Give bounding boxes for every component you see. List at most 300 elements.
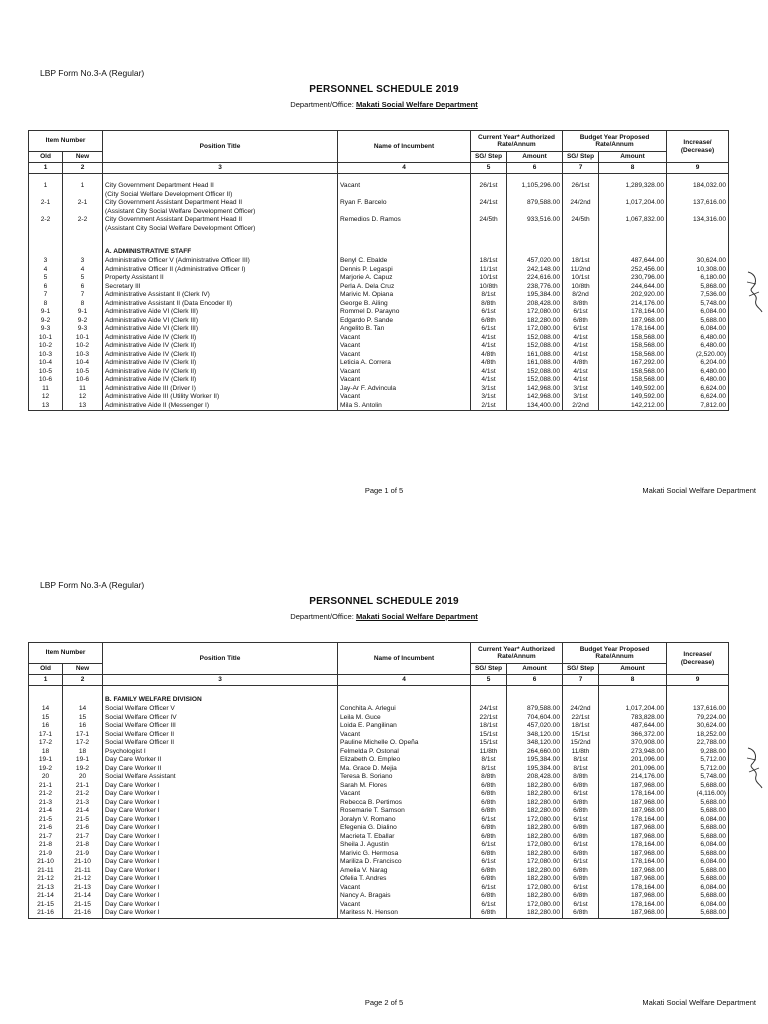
table-row	[29, 300, 729, 309]
personnel-table	[28, 130, 729, 411]
incumbent-cell: Vacant	[338, 182, 471, 191]
new-item-cell: 21-6	[63, 824, 103, 833]
amount-current-cell: 161,088.00	[507, 351, 563, 360]
incumbent-cell: Efegenia G. Dialino	[338, 824, 471, 833]
position-title-cell: Day Care Worker I	[103, 824, 338, 833]
personnel-table	[28, 642, 729, 919]
table-row	[29, 884, 729, 893]
sg-step-current-cell: 11/8th	[471, 748, 507, 757]
new-item-cell: 21-2	[63, 790, 103, 799]
increase-decrease-cell: 10,308.00	[667, 266, 729, 275]
incumbent-cell: Edgardo P. Sande	[338, 317, 471, 326]
sg-step-current-cell: 8/1st	[471, 765, 507, 774]
increase-decrease-cell: 5,748.00	[667, 773, 729, 782]
column-number: 2	[63, 163, 103, 174]
old-item-cell: 18	[29, 748, 63, 757]
amount-current-cell: 242,148.00	[507, 266, 563, 275]
table-row	[29, 739, 729, 748]
amount-budget-cell	[599, 233, 667, 257]
amount-budget-cell: 158,568.00	[599, 342, 667, 351]
old-item-cell: 21-5	[29, 816, 63, 825]
header-amount-budget: Amount	[599, 152, 667, 163]
position-title-cell: Day Care Worker I	[103, 867, 338, 876]
position-title-cell: Social Welfare Officer II	[103, 731, 338, 740]
incumbent-cell: Angelito B. Tan	[338, 325, 471, 334]
amount-current-cell: 161,088.00	[507, 359, 563, 368]
amount-current-cell: 1,105,296.00	[507, 182, 563, 191]
sg-step-current-cell: 6/8th	[471, 824, 507, 833]
amount-budget-cell: 149,592.00	[599, 393, 667, 402]
amount-current-cell: 172,080.00	[507, 308, 563, 317]
position-title-cell: City Government Department Head II	[103, 182, 338, 191]
increase-decrease-cell: 6,480.00	[667, 342, 729, 351]
amount-current-cell: 142,968.00	[507, 385, 563, 394]
table-row	[29, 351, 729, 360]
table-row	[29, 867, 729, 876]
increase-decrease-cell: 5,688.00	[667, 867, 729, 876]
amount-budget-cell: 273,948.00	[599, 748, 667, 757]
incumbent-cell: Maritess N. Henson	[338, 909, 471, 918]
position-title-cell: Administrative Aide III (Driver I)	[103, 385, 338, 394]
sg-step-current-cell: 6/8th	[471, 833, 507, 842]
old-item-cell	[29, 225, 63, 234]
increase-decrease-cell: 137,616.00	[667, 199, 729, 208]
table-row	[29, 257, 729, 266]
incumbent-cell: Vacant	[338, 368, 471, 377]
sg-step-current-cell: 4/8th	[471, 359, 507, 368]
incumbent-cell: Vacant	[338, 901, 471, 910]
sg-step-budget-cell: 6/8th	[563, 850, 599, 859]
sg-step-current-cell: 6/8th	[471, 782, 507, 791]
amount-current-cell	[507, 191, 563, 200]
new-item-cell: 11	[63, 385, 103, 394]
sg-step-current-cell: 6/8th	[471, 909, 507, 918]
old-item-cell: 10-6	[29, 376, 63, 385]
position-title-cell: City Government Assistant Department Head II	[103, 216, 338, 225]
old-item-cell: 9-3	[29, 325, 63, 334]
incumbent-cell: Vacant	[338, 884, 471, 893]
page-number: Page 2 of 5	[364, 998, 404, 1007]
header-incumbent: Name of Incumbent	[338, 643, 471, 675]
new-item-cell: 21-8	[63, 841, 103, 850]
increase-decrease-cell: 5,688.00	[667, 875, 729, 884]
column-number: 3	[103, 675, 338, 686]
amount-budget-cell: 178,164.00	[599, 858, 667, 867]
new-item-cell: 21-12	[63, 875, 103, 884]
header-old: Old	[29, 664, 63, 675]
column-number: 1	[29, 163, 63, 174]
incumbent-cell: Vacant	[338, 376, 471, 385]
position-title-cell: Day Care Worker I	[103, 841, 338, 850]
old-item-cell: 6	[29, 283, 63, 292]
old-item-cell: 14	[29, 705, 63, 714]
position-title-cell: A. ADMINISTRATIVE STAFF	[103, 233, 338, 257]
table-row	[29, 368, 729, 377]
old-item-cell: 9-1	[29, 308, 63, 317]
table-row	[29, 359, 729, 368]
sg-step-budget-cell: 6/8th	[563, 867, 599, 876]
page-title: PERSONNEL SCHEDULE 2019	[309, 596, 459, 607]
sg-step-budget-cell: 24/2nd	[563, 199, 599, 208]
table-row	[29, 909, 729, 918]
incumbent-cell: Pauline Michelle O. Opeña	[338, 739, 471, 748]
new-item-cell: 10-3	[63, 351, 103, 360]
table-row	[29, 705, 729, 714]
position-title-cell: Day Care Worker I	[103, 909, 338, 918]
increase-decrease-cell: 5,688.00	[667, 850, 729, 859]
position-title-cell: Day Care Worker I	[103, 833, 338, 842]
old-item-cell: 2-2	[29, 216, 63, 225]
amount-budget-cell: 178,164.00	[599, 901, 667, 910]
sg-step-budget-cell: 10/1st	[563, 274, 599, 283]
table-row	[29, 199, 729, 208]
amount-budget-cell: 187,968.00	[599, 824, 667, 833]
amount-current-cell: 348,120.00	[507, 731, 563, 740]
new-item-cell: 21-10	[63, 858, 103, 867]
sg-step-current-cell: 2/1st	[471, 402, 507, 411]
sg-step-budget-cell	[563, 694, 599, 705]
incumbent-cell: Vacant	[338, 351, 471, 360]
amount-budget-cell: 187,968.00	[599, 799, 667, 808]
table-row	[29, 274, 729, 283]
initials-signature	[744, 268, 766, 314]
sg-step-budget-cell: 6/8th	[563, 807, 599, 816]
table-row	[29, 714, 729, 723]
position-title-cell: Administrative Officer V (Administrative Officer III)	[103, 257, 338, 266]
new-item-cell: 8	[63, 300, 103, 309]
table-row	[29, 807, 729, 816]
incumbent-cell: Rebecca B. Pertimos	[338, 799, 471, 808]
old-item-cell: 2-1	[29, 199, 63, 208]
old-item-cell: 13	[29, 402, 63, 411]
sg-step-current-cell: 3/1st	[471, 385, 507, 394]
sg-step-current-cell: 10/1st	[471, 274, 507, 283]
increase-decrease-cell: 6,204.00	[667, 359, 729, 368]
position-title-cell: Administrative Aide VI (Clerk III)	[103, 308, 338, 317]
increase-decrease-cell: 134,316.00	[667, 216, 729, 225]
new-item-cell: 17-2	[63, 739, 103, 748]
old-item-cell: 15	[29, 714, 63, 723]
header-item-number: Item Number	[29, 131, 103, 152]
amount-current-cell: 172,080.00	[507, 884, 563, 893]
position-title-cell: Day Care Worker I	[103, 816, 338, 825]
amount-budget-cell: 178,164.00	[599, 308, 667, 317]
position-title-cell: Administrative Officer II (Administrative Officer I)	[103, 266, 338, 275]
incumbent-cell: Macrieta T. Eballar	[338, 833, 471, 842]
sg-step-current-cell: 4/1st	[471, 342, 507, 351]
incumbent-cell: Marivic G. Hermosa	[338, 850, 471, 859]
increase-decrease-cell: 5,688.00	[667, 317, 729, 326]
increase-decrease-cell: 79,224.00	[667, 714, 729, 723]
incumbent-cell: Benyl C. Ebalde	[338, 257, 471, 266]
schedule-page-2	[0, 512, 768, 1024]
increase-decrease-cell: 7,536.00	[667, 291, 729, 300]
increase-decrease-cell: 5,688.00	[667, 833, 729, 842]
amount-current-cell: 134,400.00	[507, 402, 563, 411]
sg-step-current-cell: 4/8th	[471, 351, 507, 360]
department-line	[0, 100, 768, 109]
incumbent-cell: Vacant	[338, 334, 471, 343]
incumbent-cell: Felmelda P. Ostonal	[338, 748, 471, 757]
old-item-cell: 21-3	[29, 799, 63, 808]
table-row	[29, 334, 729, 343]
header-increase: Increase/ (Decrease)	[667, 643, 729, 675]
sg-step-budget-cell: 6/8th	[563, 833, 599, 842]
sg-step-current-cell: 6/8th	[471, 850, 507, 859]
table-row	[29, 833, 729, 842]
department-name: Makati Social Welfare Department	[355, 100, 478, 109]
table-row	[29, 308, 729, 317]
column-number: 5	[471, 163, 507, 174]
increase-decrease-cell: 6,084.00	[667, 816, 729, 825]
increase-decrease-cell: 6,084.00	[667, 884, 729, 893]
increase-decrease-cell: 5,688.00	[667, 892, 729, 901]
new-item-cell	[63, 233, 103, 257]
increase-decrease-cell: 5,748.00	[667, 300, 729, 309]
position-title-cell: Social Welfare Assistant	[103, 773, 338, 782]
sg-step-budget-cell: 24/5th	[563, 216, 599, 225]
table-row	[29, 765, 729, 774]
old-item-cell	[29, 694, 63, 705]
amount-current-cell: 152,088.00	[507, 342, 563, 351]
incumbent-cell	[338, 225, 471, 234]
sg-step-budget-cell	[563, 225, 599, 234]
section-row	[29, 694, 729, 705]
sg-step-budget-cell: 18/1st	[563, 257, 599, 266]
table-row	[29, 317, 729, 326]
increase-decrease-cell: 6,084.00	[667, 858, 729, 867]
old-item-cell: 5	[29, 274, 63, 283]
sg-step-current-cell: 6/8th	[471, 790, 507, 799]
amount-budget-cell: 187,968.00	[599, 807, 667, 816]
sg-step-budget-cell: 18/1st	[563, 722, 599, 731]
sg-step-budget-cell: 8/2nd	[563, 291, 599, 300]
amount-current-cell: 182,280.00	[507, 824, 563, 833]
amount-budget-cell: 487,644.00	[599, 722, 667, 731]
amount-current-cell	[507, 233, 563, 257]
new-item-cell: 21-4	[63, 807, 103, 816]
old-item-cell: 21-7	[29, 833, 63, 842]
sg-step-budget-cell: 6/1st	[563, 901, 599, 910]
new-item-cell: 16	[63, 722, 103, 731]
sg-step-budget-cell: 26/1st	[563, 182, 599, 191]
increase-decrease-cell: 6,084.00	[667, 308, 729, 317]
new-item-cell: 6	[63, 283, 103, 292]
amount-current-cell: 182,280.00	[507, 909, 563, 918]
amount-current-cell: 238,776.00	[507, 283, 563, 292]
position-title-cell: Administrative Aide IV (Clerk II)	[103, 376, 338, 385]
footer-department: Makati Social Welfare Department	[642, 998, 756, 1007]
sg-step-current-cell: 3/1st	[471, 393, 507, 402]
new-item-cell: 21-3	[63, 799, 103, 808]
incumbent-cell: Loida E. Pangilinan	[338, 722, 471, 731]
department-name: Makati Social Welfare Department	[355, 612, 478, 621]
incumbent-cell: Perla A. Dela Cruz	[338, 283, 471, 292]
sg-step-current-cell	[471, 225, 507, 234]
old-item-cell: 21-8	[29, 841, 63, 850]
table-row	[29, 773, 729, 782]
table-row	[29, 850, 729, 859]
sg-step-budget-cell: 4/1st	[563, 376, 599, 385]
increase-decrease-cell: 5,712.00	[667, 756, 729, 765]
sg-step-current-cell: 18/1st	[471, 722, 507, 731]
new-item-cell: 9-3	[63, 325, 103, 334]
sg-step-current-cell: 8/8th	[471, 773, 507, 782]
form-label: LBP Form No.3-A (Regular)	[40, 580, 145, 590]
incumbent-cell: Marivic M. Opiana	[338, 291, 471, 300]
table-row	[29, 790, 729, 799]
spacer-row	[29, 174, 729, 183]
old-item-cell: 3	[29, 257, 63, 266]
amount-current-cell: 182,280.00	[507, 875, 563, 884]
incumbent-cell: Sarah M. Flores	[338, 782, 471, 791]
increase-decrease-cell	[667, 694, 729, 705]
sg-step-current-cell: 4/1st	[471, 368, 507, 377]
increase-decrease-cell: (2,520.00)	[667, 351, 729, 360]
sg-step-current-cell: 18/1st	[471, 257, 507, 266]
amount-budget-cell	[599, 225, 667, 234]
sg-step-budget-cell: 4/1st	[563, 334, 599, 343]
new-item-cell	[63, 208, 103, 217]
incumbent-cell: Joralyn V. Romano	[338, 816, 471, 825]
sg-step-current-cell: 6/8th	[471, 867, 507, 876]
new-item-cell: 2-1	[63, 199, 103, 208]
old-item-cell: 21-14	[29, 892, 63, 901]
header-incumbent: Name of Incumbent	[338, 131, 471, 163]
sg-step-current-cell: 8/8th	[471, 300, 507, 309]
header-item-number: Item Number	[29, 643, 103, 664]
column-number: 8	[599, 163, 667, 174]
increase-decrease-cell: 6,084.00	[667, 325, 729, 334]
old-item-cell: 12	[29, 393, 63, 402]
amount-budget-cell: 142,212.00	[599, 402, 667, 411]
new-item-cell: 9-1	[63, 308, 103, 317]
increase-decrease-cell: 5,688.00	[667, 782, 729, 791]
amount-current-cell: 182,280.00	[507, 799, 563, 808]
incumbent-cell: George B. Ailing	[338, 300, 471, 309]
header-current-year: Current Year* Authorized Rate/Annum	[471, 131, 563, 152]
old-item-cell: 21-4	[29, 807, 63, 816]
new-item-cell: 12	[63, 393, 103, 402]
new-item-cell: 19-1	[63, 756, 103, 765]
old-item-cell: 8	[29, 300, 63, 309]
new-item-cell: 10-1	[63, 334, 103, 343]
old-item-cell	[29, 191, 63, 200]
position-title-cell: Social Welfare Officer II	[103, 739, 338, 748]
amount-budget-cell: 149,592.00	[599, 385, 667, 394]
header-current-year: Current Year* Authorized Rate/Annum	[471, 643, 563, 664]
sg-step-current-cell: 6/8th	[471, 875, 507, 884]
column-number: 6	[507, 675, 563, 686]
sg-step-current-cell	[471, 191, 507, 200]
incumbent-cell: Ryan F. Barcelo	[338, 199, 471, 208]
old-item-cell: 19-2	[29, 765, 63, 774]
position-title-cell: Administrative Aide II (Messenger I)	[103, 402, 338, 411]
increase-decrease-cell: 6,480.00	[667, 368, 729, 377]
sg-step-current-cell: 24/1st	[471, 705, 507, 714]
column-number: 2	[63, 675, 103, 686]
old-item-cell: 17-2	[29, 739, 63, 748]
amount-current-cell: 172,080.00	[507, 858, 563, 867]
column-number: 8	[599, 675, 667, 686]
sg-step-current-cell: 6/1st	[471, 325, 507, 334]
position-title-cell: Day Care Worker I	[103, 884, 338, 893]
table-row	[29, 402, 729, 411]
incumbent-cell: Remedios D. Ramos	[338, 216, 471, 225]
increase-decrease-cell: 6,480.00	[667, 334, 729, 343]
increase-decrease-cell: 6,624.00	[667, 385, 729, 394]
amount-budget-cell: 214,176.00	[599, 773, 667, 782]
old-item-cell: 21-11	[29, 867, 63, 876]
position-title-cell: Administrative Aide IV (Clerk II)	[103, 368, 338, 377]
incumbent-cell	[338, 208, 471, 217]
old-item-cell: 9-2	[29, 317, 63, 326]
amount-budget-cell: 252,456.00	[599, 266, 667, 275]
old-item-cell: 16	[29, 722, 63, 731]
position-title-cell: Day Care Worker I	[103, 782, 338, 791]
department-prefix: Department/Office:	[290, 100, 354, 109]
amount-current-cell: 182,280.00	[507, 867, 563, 876]
position-title-cell: Administrative Aide VI (Clerk III)	[103, 325, 338, 334]
new-item-cell: 20	[63, 773, 103, 782]
header-increase: Increase/ (Decrease)	[667, 131, 729, 163]
incumbent-cell	[338, 191, 471, 200]
amount-budget-cell: 187,968.00	[599, 875, 667, 884]
table-row	[29, 731, 729, 740]
column-number: 7	[563, 675, 599, 686]
incumbent-cell: Rosemarie T. Samson	[338, 807, 471, 816]
incumbent-cell: Vacant	[338, 731, 471, 740]
sg-step-current-cell: 6/1st	[471, 816, 507, 825]
amount-current-cell: 172,080.00	[507, 841, 563, 850]
incumbent-cell: Vacant	[338, 342, 471, 351]
sg-step-current-cell	[471, 208, 507, 217]
amount-budget-cell	[599, 191, 667, 200]
sg-step-budget-cell: 11/8th	[563, 748, 599, 757]
new-item-cell: 10-4	[63, 359, 103, 368]
amount-current-cell: 348,120.00	[507, 739, 563, 748]
old-item-cell: 10-4	[29, 359, 63, 368]
table-row	[29, 225, 729, 234]
sg-step-budget-cell	[563, 233, 599, 257]
new-item-cell: 21-13	[63, 884, 103, 893]
table-row	[29, 782, 729, 791]
amount-current-cell: 182,280.00	[507, 790, 563, 799]
new-item-cell: 9-2	[63, 317, 103, 326]
position-title-cell: Day Care Worker I	[103, 790, 338, 799]
sg-step-budget-cell: 3/1st	[563, 385, 599, 394]
position-title-cell: Day Care Worker I	[103, 850, 338, 859]
incumbent-cell: Vacant	[338, 393, 471, 402]
sg-step-budget-cell: 6/8th	[563, 875, 599, 884]
sg-step-budget-cell: 8/8th	[563, 300, 599, 309]
header-budget-year: Budget Year Proposed Rate/Annum	[563, 643, 667, 664]
department-line	[0, 612, 768, 621]
sg-step-budget-cell: 10/8th	[563, 283, 599, 292]
amount-current-cell: 208,428.00	[507, 300, 563, 309]
amount-current-cell: 704,604.00	[507, 714, 563, 723]
position-title-cell: Psychologist I	[103, 748, 338, 757]
amount-current-cell: 208,428.00	[507, 773, 563, 782]
sg-step-current-cell: 8/1st	[471, 291, 507, 300]
position-title-cell: Day Care Worker II	[103, 765, 338, 774]
incumbent-cell: Leila M. Guce	[338, 714, 471, 723]
amount-budget-cell: 201,096.00	[599, 765, 667, 774]
amount-current-cell: 142,968.00	[507, 393, 563, 402]
page-title: PERSONNEL SCHEDULE 2019	[309, 84, 459, 95]
amount-budget-cell: 178,164.00	[599, 325, 667, 334]
sg-step-budget-cell	[563, 191, 599, 200]
